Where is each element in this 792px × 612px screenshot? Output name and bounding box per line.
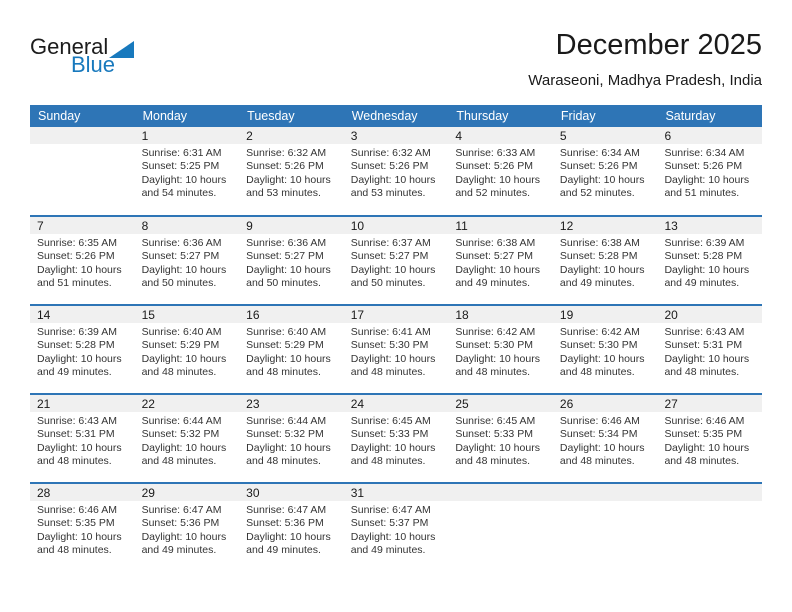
day-detail-line: Daylight: 10 hours	[37, 530, 122, 543]
day-details-16	[239, 323, 344, 380]
day-details-3	[344, 144, 449, 201]
day-detail-line: Sunset: 5:25 PM	[141, 160, 220, 173]
day-details-11	[448, 234, 553, 291]
day-detail-line: Sunrise: 6:40 AM	[141, 326, 222, 338]
day-cell-25	[448, 395, 553, 482]
day-detail-line: Sunrise: 6:32 AM	[350, 147, 431, 159]
day-number-14: 14	[30, 306, 135, 323]
day-detail-line: Sunset: 5:29 PM	[246, 339, 324, 352]
day-details-20	[657, 323, 762, 380]
day-detail-line: and 48 minutes.	[559, 455, 635, 468]
day-detail-line: and 48 minutes.	[455, 455, 531, 468]
day-detail-line: Sunrise: 6:46 AM	[559, 415, 640, 427]
calendar-grid	[30, 105, 762, 571]
day-number-19: 19	[553, 306, 658, 323]
day-detail-line: Daylight: 10 hours	[455, 352, 540, 365]
day-detail-line: and 49 minutes.	[350, 544, 426, 557]
day-details-7	[30, 234, 135, 291]
day-details-25	[448, 412, 553, 469]
day-number-empty	[30, 127, 135, 144]
day-detail-line: Daylight: 10 hours	[350, 263, 436, 276]
month-title: December 2025	[555, 29, 762, 61]
day-detail-line: Sunrise: 6:35 AM	[37, 237, 117, 249]
day-number-25: 25	[448, 395, 553, 412]
week-row-1	[30, 127, 762, 215]
day-detail-line: Daylight: 10 hours	[350, 530, 436, 543]
day-cell-22	[135, 395, 240, 482]
day-number-17: 17	[344, 306, 449, 323]
day-number-16: 16	[239, 306, 344, 323]
day-details-22	[135, 412, 240, 469]
day-number-23: 23	[239, 395, 344, 412]
day-cell-5	[553, 127, 658, 215]
day-detail-line: Daylight: 10 hours	[664, 441, 750, 454]
day-detail-line: Sunset: 5:26 PM	[559, 160, 638, 173]
day-cell-27	[657, 395, 762, 482]
day-detail-line: Sunrise: 6:34 AM	[664, 147, 745, 159]
day-detail-line: and 52 minutes.	[455, 187, 531, 200]
location-subtitle: Waraseoni, Madhya Pradesh, India	[528, 71, 762, 89]
day-detail-line: Sunset: 5:29 PM	[141, 339, 220, 352]
day-detail-line: and 54 minutes.	[141, 187, 217, 200]
day-cell-13	[657, 217, 762, 304]
day-cell-7	[30, 217, 135, 304]
day-cell-15	[135, 306, 240, 393]
day-detail-line: and 48 minutes.	[455, 366, 531, 379]
weekday-header-thursday: Thursday	[456, 109, 509, 123]
day-detail-line: Sunset: 5:28 PM	[559, 250, 638, 263]
logo-text-general: General	[30, 34, 109, 59]
day-detail-line: Sunrise: 6:39 AM	[664, 237, 745, 249]
day-detail-line: Daylight: 10 hours	[350, 173, 436, 186]
day-detail-line: Sunrise: 6:41 AM	[350, 326, 431, 338]
day-cell-28	[30, 484, 135, 571]
day-details-30	[239, 501, 344, 558]
day-number-13: 13	[657, 217, 762, 234]
day-cell-24	[344, 395, 449, 482]
day-details-4	[448, 144, 553, 201]
day-details-9	[239, 234, 344, 291]
day-number-20: 20	[657, 306, 762, 323]
day-number-7: 7	[30, 217, 135, 234]
day-details-12	[553, 234, 658, 291]
day-detail-line: Sunset: 5:37 PM	[350, 517, 429, 530]
day-detail-line: Daylight: 10 hours	[559, 263, 645, 276]
day-details-13	[657, 234, 762, 291]
day-detail-line: Sunrise: 6:42 AM	[559, 326, 640, 338]
day-cell-19	[553, 306, 658, 393]
day-cell-8	[135, 217, 240, 304]
day-details-31	[344, 501, 449, 558]
day-detail-line: Sunrise: 6:39 AM	[37, 326, 117, 338]
day-detail-line: Daylight: 10 hours	[455, 263, 540, 276]
day-detail-line: Sunset: 5:26 PM	[37, 250, 115, 263]
day-detail-line: Sunset: 5:30 PM	[350, 339, 429, 352]
day-details-17	[344, 323, 449, 380]
day-details-23	[239, 412, 344, 469]
day-detail-line: and 48 minutes.	[141, 366, 217, 379]
day-details-2	[239, 144, 344, 201]
day-number-10: 10	[344, 217, 449, 234]
day-detail-line: Sunset: 5:36 PM	[246, 517, 324, 530]
day-detail-line: Daylight: 10 hours	[141, 263, 227, 276]
day-detail-line: and 49 minutes.	[246, 544, 321, 557]
day-cell-23	[239, 395, 344, 482]
day-detail-line: and 48 minutes.	[559, 366, 635, 379]
day-number-1: 1	[135, 127, 240, 144]
week-row-5	[30, 482, 762, 571]
day-details-5	[553, 144, 658, 201]
day-detail-line: Sunrise: 6:47 AM	[141, 504, 222, 516]
day-detail-line: Sunrise: 6:42 AM	[455, 326, 536, 338]
day-cell-29	[135, 484, 240, 571]
day-detail-line: Sunset: 5:33 PM	[350, 428, 429, 441]
day-detail-line: and 49 minutes.	[455, 277, 531, 290]
day-cell-10	[344, 217, 449, 304]
day-detail-line: Sunset: 5:27 PM	[350, 250, 429, 263]
day-cell-empty	[30, 127, 135, 215]
day-cell-31	[344, 484, 449, 571]
weeks-container	[30, 127, 762, 571]
day-detail-line: and 51 minutes.	[37, 277, 112, 290]
day-number-21: 21	[30, 395, 135, 412]
day-details-29	[135, 501, 240, 558]
day-detail-line: Sunset: 5:31 PM	[37, 428, 115, 441]
day-detail-line: and 53 minutes.	[246, 187, 321, 200]
day-detail-line: Sunset: 5:35 PM	[37, 517, 115, 530]
day-detail-line: Sunrise: 6:38 AM	[455, 237, 536, 249]
day-detail-line: Sunset: 5:32 PM	[246, 428, 324, 441]
day-cell-16	[239, 306, 344, 393]
day-detail-line: and 48 minutes.	[664, 366, 740, 379]
day-cell-6	[657, 127, 762, 215]
day-detail-line: and 48 minutes.	[664, 455, 740, 468]
day-detail-line: Sunrise: 6:31 AM	[141, 147, 222, 159]
day-detail-line: Sunset: 5:26 PM	[664, 160, 743, 173]
day-number-5: 5	[553, 127, 658, 144]
day-detail-line: Sunset: 5:35 PM	[664, 428, 743, 441]
page-header	[30, 30, 762, 89]
day-detail-line: Daylight: 10 hours	[664, 173, 750, 186]
day-number-empty	[553, 484, 658, 501]
day-detail-line: Daylight: 10 hours	[350, 352, 436, 365]
day-detail-line: Sunset: 5:28 PM	[37, 339, 115, 352]
day-detail-line: and 52 minutes.	[559, 187, 635, 200]
day-detail-line: and 48 minutes.	[350, 366, 426, 379]
weekday-header-monday: Monday	[142, 109, 188, 123]
day-detail-line: Sunrise: 6:44 AM	[246, 415, 327, 427]
day-detail-line: Sunset: 5:32 PM	[141, 428, 220, 441]
day-number-8: 8	[135, 217, 240, 234]
day-detail-line: Sunrise: 6:32 AM	[246, 147, 327, 159]
weekday-header-row	[30, 105, 762, 127]
day-detail-line: and 49 minutes.	[559, 277, 635, 290]
week-row-3	[30, 304, 762, 393]
day-detail-line: Sunset: 5:27 PM	[246, 250, 324, 263]
day-number-31: 31	[344, 484, 449, 501]
day-detail-line: and 48 minutes.	[246, 366, 321, 379]
day-detail-line: Daylight: 10 hours	[455, 173, 540, 186]
day-detail-line: Daylight: 10 hours	[664, 352, 750, 365]
weekday-header-friday: Friday	[560, 109, 596, 123]
weekday-header-sunday: Sunday	[38, 109, 81, 123]
day-details-27	[657, 412, 762, 469]
day-detail-line: Sunset: 5:28 PM	[664, 250, 743, 263]
day-detail-line: and 51 minutes.	[664, 187, 740, 200]
day-detail-line: Daylight: 10 hours	[246, 263, 331, 276]
day-details-1	[135, 144, 240, 201]
day-number-22: 22	[135, 395, 240, 412]
day-cell-26	[553, 395, 658, 482]
day-number-18: 18	[448, 306, 553, 323]
day-detail-line: Sunrise: 6:47 AM	[350, 504, 431, 516]
day-number-3: 3	[344, 127, 449, 144]
day-cell-2	[239, 127, 344, 215]
day-cell-20	[657, 306, 762, 393]
day-detail-line: Daylight: 10 hours	[559, 352, 645, 365]
day-detail-line: and 49 minutes.	[141, 544, 217, 557]
day-details-8	[135, 234, 240, 291]
day-cell-9	[239, 217, 344, 304]
day-cell-18	[448, 306, 553, 393]
day-number-26: 26	[553, 395, 658, 412]
day-number-4: 4	[448, 127, 553, 144]
day-detail-line: Sunset: 5:26 PM	[350, 160, 429, 173]
day-detail-line: Daylight: 10 hours	[37, 263, 122, 276]
day-detail-line: and 50 minutes.	[246, 277, 321, 290]
day-number-12: 12	[553, 217, 658, 234]
day-cell-4	[448, 127, 553, 215]
day-detail-line: Sunrise: 6:38 AM	[559, 237, 640, 249]
day-details-24	[344, 412, 449, 469]
day-detail-line: Sunset: 5:26 PM	[455, 160, 533, 173]
day-number-empty	[657, 484, 762, 501]
day-number-15: 15	[135, 306, 240, 323]
day-detail-line: Daylight: 10 hours	[141, 173, 227, 186]
day-cell-30	[239, 484, 344, 571]
day-detail-line: Daylight: 10 hours	[246, 530, 331, 543]
day-detail-line: Sunrise: 6:46 AM	[37, 504, 117, 516]
day-number-28: 28	[30, 484, 135, 501]
day-details-10	[344, 234, 449, 291]
day-cell-3	[344, 127, 449, 215]
day-number-29: 29	[135, 484, 240, 501]
day-detail-line: Daylight: 10 hours	[559, 441, 645, 454]
day-details-15	[135, 323, 240, 380]
day-cell-14	[30, 306, 135, 393]
day-number-24: 24	[344, 395, 449, 412]
day-detail-line: Sunset: 5:30 PM	[559, 339, 638, 352]
day-detail-line: Sunrise: 6:45 AM	[350, 415, 431, 427]
day-detail-line: Daylight: 10 hours	[559, 173, 645, 186]
day-detail-line: and 48 minutes.	[37, 455, 112, 468]
day-detail-line: Daylight: 10 hours	[246, 352, 331, 365]
day-detail-line: Sunrise: 6:44 AM	[141, 415, 222, 427]
day-detail-line: and 48 minutes.	[37, 544, 112, 557]
day-number-9: 9	[239, 217, 344, 234]
day-detail-line: Daylight: 10 hours	[141, 352, 227, 365]
day-detail-line: and 48 minutes.	[141, 455, 217, 468]
day-detail-line: Sunset: 5:34 PM	[559, 428, 638, 441]
day-detail-line: Daylight: 10 hours	[141, 530, 227, 543]
day-detail-line: Sunrise: 6:36 AM	[246, 237, 327, 249]
day-details-18	[448, 323, 553, 380]
day-detail-line: Sunset: 5:27 PM	[455, 250, 533, 263]
day-number-6: 6	[657, 127, 762, 144]
day-details-28	[30, 501, 135, 558]
day-detail-line: Daylight: 10 hours	[246, 441, 331, 454]
day-detail-line: Sunset: 5:33 PM	[455, 428, 533, 441]
day-cell-17	[344, 306, 449, 393]
day-detail-line: Sunrise: 6:43 AM	[664, 326, 745, 338]
day-details-26	[553, 412, 658, 469]
day-detail-line: Daylight: 10 hours	[37, 441, 122, 454]
day-detail-line: and 50 minutes.	[141, 277, 217, 290]
day-cell-11	[448, 217, 553, 304]
day-detail-line: Daylight: 10 hours	[246, 173, 331, 186]
day-detail-line: and 53 minutes.	[350, 187, 426, 200]
day-detail-line: Daylight: 10 hours	[455, 441, 540, 454]
day-detail-line: Daylight: 10 hours	[350, 441, 436, 454]
day-cell-empty	[657, 484, 762, 571]
day-detail-line: Sunset: 5:27 PM	[141, 250, 220, 263]
day-detail-line: Sunset: 5:26 PM	[246, 160, 324, 173]
day-detail-line: Sunrise: 6:34 AM	[559, 147, 640, 159]
day-details-14	[30, 323, 135, 380]
day-number-11: 11	[448, 217, 553, 234]
day-details-21	[30, 412, 135, 469]
day-cell-21	[30, 395, 135, 482]
day-detail-line: Sunrise: 6:43 AM	[37, 415, 117, 427]
day-detail-line: and 49 minutes.	[664, 277, 740, 290]
day-number-30: 30	[239, 484, 344, 501]
weekday-header-tuesday: Tuesday	[247, 109, 295, 123]
day-detail-line: and 49 minutes.	[37, 366, 112, 379]
week-row-2	[30, 215, 762, 304]
day-detail-line: Sunset: 5:30 PM	[455, 339, 533, 352]
day-detail-line: Sunrise: 6:47 AM	[246, 504, 327, 516]
day-detail-line: and 50 minutes.	[350, 277, 426, 290]
day-detail-line: Daylight: 10 hours	[141, 441, 227, 454]
day-detail-line: Sunrise: 6:40 AM	[246, 326, 327, 338]
day-detail-line: and 48 minutes.	[350, 455, 426, 468]
logo-text-blue: Blue	[71, 52, 116, 77]
day-cell-empty	[553, 484, 658, 571]
weekday-header-wednesday: Wednesday	[351, 109, 418, 123]
day-details-6	[657, 144, 762, 201]
day-number-empty	[448, 484, 553, 501]
week-row-4	[30, 393, 762, 482]
day-detail-line: Sunrise: 6:33 AM	[455, 147, 536, 159]
day-detail-line: Sunrise: 6:45 AM	[455, 415, 536, 427]
day-cell-empty	[448, 484, 553, 571]
day-cell-12	[553, 217, 658, 304]
day-detail-line: and 48 minutes.	[246, 455, 321, 468]
day-detail-line: Sunrise: 6:46 AM	[664, 415, 745, 427]
day-number-27: 27	[657, 395, 762, 412]
day-detail-line: Sunset: 5:36 PM	[141, 517, 220, 530]
weekday-header-saturday: Saturday	[665, 109, 716, 123]
day-cell-1	[135, 127, 240, 215]
day-number-2: 2	[239, 127, 344, 144]
day-detail-line: Sunrise: 6:36 AM	[141, 237, 222, 249]
day-details-19	[553, 323, 658, 380]
day-detail-line: Sunrise: 6:37 AM	[350, 237, 431, 249]
general-blue-logo	[30, 30, 134, 76]
day-detail-line: Daylight: 10 hours	[664, 263, 750, 276]
day-detail-line: Sunset: 5:31 PM	[664, 339, 743, 352]
day-detail-line: Daylight: 10 hours	[37, 352, 122, 365]
title-block	[528, 30, 762, 89]
